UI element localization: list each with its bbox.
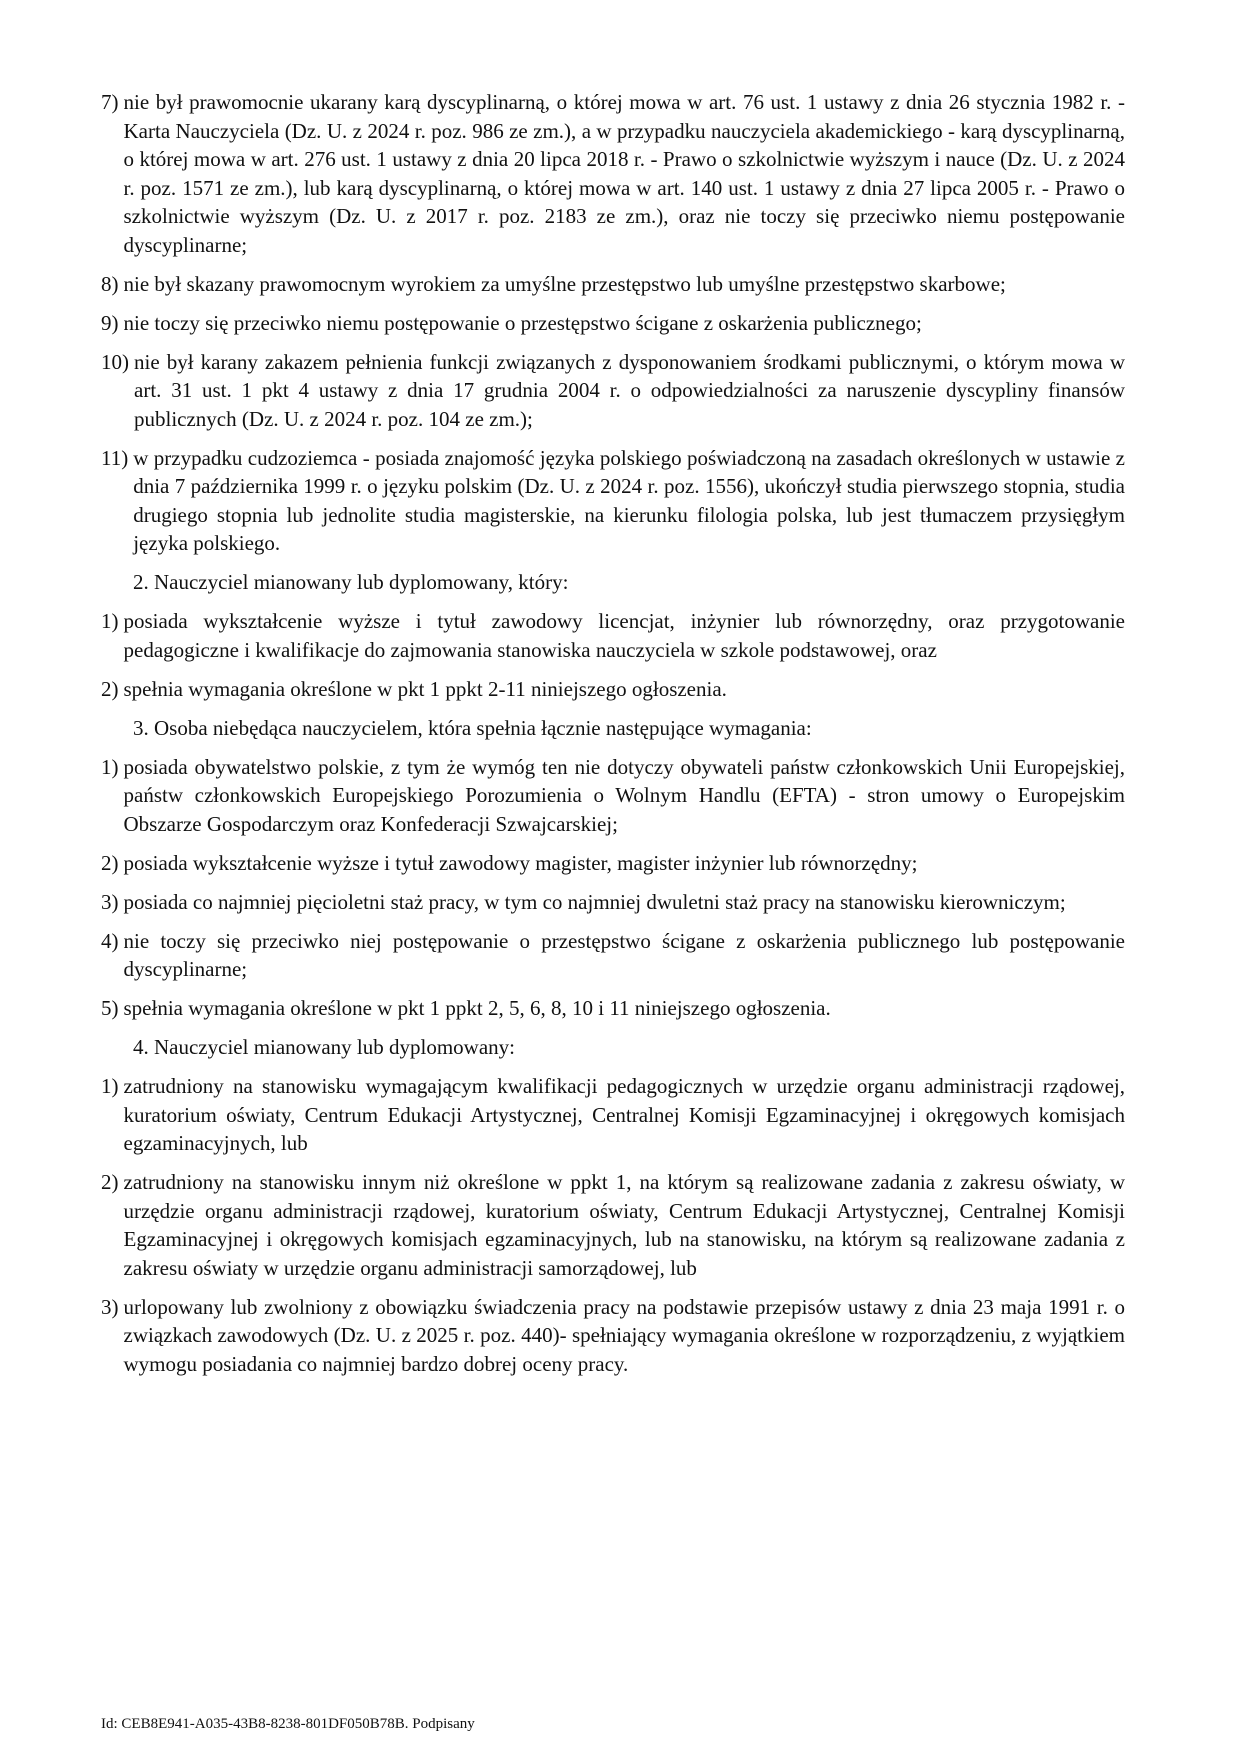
list-item-text: w przypadku cudzoziemca - posiada znajomość języka polskiego poświadczoną na zasadach określonych w ustawie z dnia 7 października 1999 r. o języku polskim (Dz. U. z 2024 r. poz. 1556), ukończył studia pierwszego stopnia, studia drugiego stopnia lub jednolite studia magisterskie, na kierunku filologia polska, lub jest tłumaczem przysięgłym języka polskiego. (133, 445, 1125, 555)
list-item-text: zatrudniony na stanowisku innym niż określone w ppkt 1, na którym są realizowane zadania z zakresu oświaty, w urzędzie organu administracji rządowej, kuratorium oświaty, Centrum Edukacji Artystycznej, Centralnej Komisji Egzaminacyjnej i okręgowych komisjach egzaminacyjnych, lub na stanowisku, na którym są realizowane zadania z zakresu oświaty w urzędzie organu administracji samorządowej, lub (123, 1170, 1125, 1280)
list-item-text: nie toczy się przeciwko niej postępowanie o przestępstwo ścigane z oskarżenia publicznego lub postępowanie dyscyplinarne; (123, 928, 1125, 981)
list-item-text: posiada wykształcenie wyższe i tytuł zawodowy licencjat, inżynier lub równorzędny, oraz przygotowanie pedagogiczne i kwalifikacje do zajmowania stanowiska nauczyciela w szkole podstawowej, oraz (123, 609, 1125, 662)
list-item (101, 88, 1125, 259)
list-item (101, 675, 1125, 704)
list-item (101, 1168, 1125, 1282)
list-item (101, 849, 1125, 878)
list-item (101, 444, 1125, 558)
list-item-number: 8) (101, 271, 119, 296)
list-item-text: spełnia wymagania określone w pkt 1 ppkt 2-11 niniejszego ogłoszenia. (123, 676, 727, 701)
list-item-text: posiada wykształcenie wyższe i tytuł zawodowy magister, magister inżynier lub równorzędny; (123, 850, 918, 875)
list-item-number: 9) (101, 310, 119, 335)
list-item (101, 348, 1125, 434)
list-item-text: urlopowany lub zwolniony z obowiązku świadczenia pracy na podstawie przepisów ustawy z dnia 23 maja 1991 r. o związkach zawodowych (Dz. U. z 2025 r. poz. 440)- spełniający wymagania określone w rozporządzeniu, z wyjątkiem wymogu posiadania co najmniej bardzo dobrej oceny pracy. (123, 1294, 1125, 1376)
list-item-text: spełnia wymagania określone w pkt 1 ppkt 2, 5, 6, 8, 10 i 11 niniejszego ogłoszenia. (123, 996, 831, 1020)
list-item-text: nie był prawomocnie ukarany karą dyscyplinarną, o której mowa w art. 76 ust. 1 ustawy z dnia 26 stycznia 1982 r. - Karta Nauczyciela (Dz. U. z 2024 r. poz. 986 ze zm.), a w przypadku nauczyciela akademickiego - karą dyscyplinarną, o której mowa w art. 276 ust. 1 ustawy z dnia 20 lipca 2018 r. - Prawo o szkolnictwie wyższym i nauce (Dz. U. z 2024 r. poz. 1571 ze zm.), lub karą dyscyplinarną, o której mowa w art. 140 ust. 1 ustawy z dnia 27 lipca 2005 r. - Prawo o szkolnictwie wyższym (Dz. U. z 2017 r. poz. 2183 ze zm.), oraz nie toczy się przeciwko niemu postępowanie dyscyplinarne; (123, 90, 1125, 257)
list-item-text: nie był skazany prawomocnym wyrokiem za umyślne przestępstwo lub umyślne przestępstwo skarbowe; (123, 271, 1006, 296)
list-item-number: 1) (101, 754, 119, 779)
list-item-number: 2) (101, 850, 119, 875)
list-item (101, 927, 1125, 984)
list-item-text: nie toczy się przeciwko niemu postępowanie o przestępstwo ścigane z oskarżenia publicznego; (123, 310, 922, 335)
list-item-text: nie był karany zakazem pełnienia funkcji związanych z dysponowaniem środkami publicznymi, o którym mowa w art. 31 ust. 1 pkt 4 ustawy z dnia 17 grudnia 2004 r. o odpowiedzialności za naruszenie dyscypliny finansów publicznych (Dz. U. z 2024 r. poz. 104 ze zm.); (134, 349, 1125, 431)
list-item-text: posiada co najmniej pięcioletni staż pracy, w tym co najmniej dwuletni staż pracy na stanowisku kierowniczym; (123, 889, 1066, 914)
list-item-number: 11) (101, 445, 129, 470)
list-item (101, 994, 1125, 1023)
list-item-number: 1) (101, 609, 119, 633)
section-heading: 4. Nauczyciel mianowany lub dyplomowany: (133, 1035, 515, 1059)
list-item-number: 2) (101, 676, 119, 701)
list-item (101, 888, 1125, 917)
list-item-number: 7) (101, 90, 119, 114)
document-id-footer: Id: CEB8E941-A035-43B8-8238-801DF050B78B. Podpisany (101, 1716, 475, 1732)
list-item (101, 1293, 1125, 1379)
list-item (101, 1072, 1125, 1158)
list-item-number: 5) (101, 996, 119, 1020)
list-item (101, 607, 1125, 664)
list-item-number: 4) (101, 928, 119, 953)
list-item-number: 3) (101, 1294, 119, 1319)
list-item-text: zatrudniony na stanowisku wymagającym kwalifikacji pedagogicznych w urzędzie organu administracji rządowej, kuratorium oświaty, Centrum Edukacji Artystycznej, Centralnej Komisji Egzaminacyjnej i okręgowych komisjach egzaminacyjnych, lub (123, 1074, 1125, 1155)
list-item-text: posiada obywatelstwo polskie, z tym że wymóg ten nie dotyczy obywateli państw członkowskich Unii Europejskiej, państw członkowskich Europejskiego Porozumienia o Wolnym Handlu (EFTA) - stron umowy o Europejskim Obszarze Gospodarczym oraz Konfederacji Szwajcarskiej; (123, 754, 1125, 836)
list-item (101, 753, 1125, 839)
list-item-number: 1) (101, 1074, 119, 1098)
document-body (101, 88, 1125, 1389)
list-item-number: 10) (101, 349, 129, 374)
list-item-number: 3) (101, 889, 119, 914)
section-heading: 3. Osoba niebędąca nauczycielem, która spełnia łącznie następujące wymagania: (133, 715, 812, 740)
list-item (101, 309, 1125, 338)
section-heading: 2. Nauczyciel mianowany lub dyplomowany, który: (133, 570, 569, 594)
list-item (101, 270, 1125, 299)
list-item-number: 2) (101, 1170, 119, 1194)
